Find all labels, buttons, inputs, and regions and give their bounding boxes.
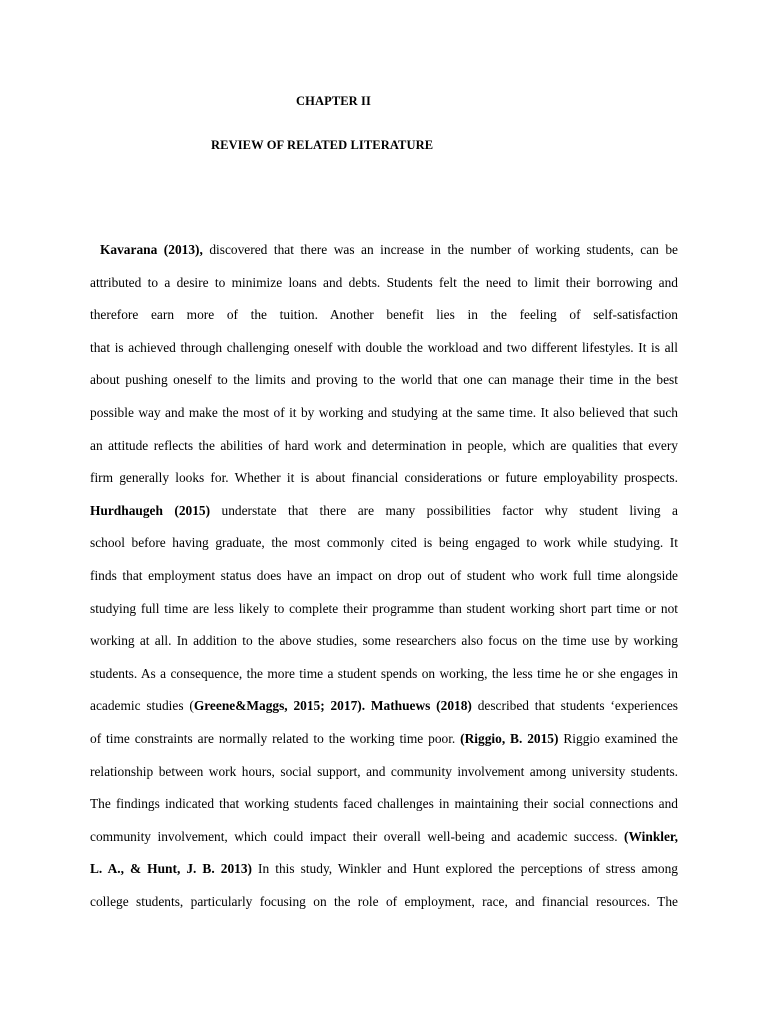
text-run: finds that employment status does have an impact on drop out of student who work full time alongside <box>90 567 678 583</box>
text-line <box>90 530 678 563</box>
text-line <box>90 563 678 596</box>
text-run: In this study, Winkler and Hunt explored the perceptions of stress among <box>252 861 678 877</box>
text-line <box>90 791 678 824</box>
text-line <box>90 367 678 400</box>
text-run: about pushing oneself to the limits and proving to the world that one can manage their time in the best <box>90 372 678 388</box>
text-run: discovered that there was an increase in the number of working students, can be <box>202 242 678 257</box>
text-run: academic studies ( <box>90 698 194 714</box>
text-run: relationship between work hours, social support, and community involvement among university students. <box>90 763 678 779</box>
text-run: Riggio examined the <box>558 730 678 746</box>
text-run: school before having graduate, the most commonly cited is being engaged to work while studying. It <box>90 535 678 551</box>
text-run: an attitude reflects the abilities of hard work and determination in people, which are qualities that every <box>90 437 678 453</box>
text-line <box>90 498 678 531</box>
text-line <box>90 628 678 661</box>
citation-text: L. A., & Hunt, J. B. 2013) <box>90 861 252 877</box>
text-line <box>90 465 678 498</box>
text-line <box>90 759 678 792</box>
text-line <box>90 335 678 368</box>
text-run: attributed to a desire to minimize loans and debts. Students felt the need to limit their borrowing and <box>90 274 678 290</box>
text-line <box>90 302 678 335</box>
text-line <box>90 270 678 303</box>
citation-text: Hurdhaugeh (2015) <box>90 502 211 518</box>
text-run: understate that there are many possibilities factor why student living a <box>210 502 678 518</box>
citation-text: (Winkler, <box>624 828 678 844</box>
text-line <box>90 824 678 857</box>
text-run: community involvement, which could impact their overall well-being and academic success. <box>90 828 625 844</box>
text-run: described that students ‘experiences <box>471 698 678 714</box>
text-line <box>90 856 678 889</box>
text-line <box>90 237 678 270</box>
text-run: that is achieved through challenging oneself with double the workload and two different lifestyles. It is all <box>90 339 678 355</box>
body-paragraph <box>90 237 678 921</box>
text-run: possible way and make the most of it by working and studying at the same time. It also believed that such <box>90 404 678 420</box>
chapter-heading: CHAPTER II <box>296 94 371 108</box>
text-run: firm generally looks for. Whether it is about financial considerations or future employability prospects. <box>90 470 678 486</box>
text-line <box>90 596 678 629</box>
text-line <box>90 726 678 759</box>
text-run: students. As a consequence, the more time a student spends on working, the less time he or she engages in <box>90 665 678 681</box>
text-run: studying full time are less likely to complete their programme than student working short part time or not <box>90 600 678 616</box>
text-line <box>90 693 678 726</box>
text-line <box>90 889 678 922</box>
section-title: REVIEW OF RELATED LITERATURE <box>211 138 434 152</box>
text-line <box>90 433 678 466</box>
citation-text: Greene&Maggs, 2015; 2017). Mathuews (2018) <box>193 698 472 714</box>
text-run: therefore earn more of the tuition. Another benefit lies in the feeling of self-satisfaction <box>90 307 678 323</box>
text-run: of time constraints are normally related to the working time poor. <box>90 730 461 746</box>
text-run: college students, particularly focusing on the role of employment, race, and financial resources. The <box>90 893 678 909</box>
citation-text: Kavarana (2013), <box>100 242 203 257</box>
text-line <box>90 400 678 433</box>
text-line <box>90 661 678 694</box>
text-run: The findings indicated that working students faced challenges in maintaining their social connections and <box>90 796 678 812</box>
citation-text: (Riggio, B. 2015) <box>460 730 559 746</box>
text-run: working at all. In addition to the above studies, some researchers also focus on the time use by working <box>90 633 678 649</box>
